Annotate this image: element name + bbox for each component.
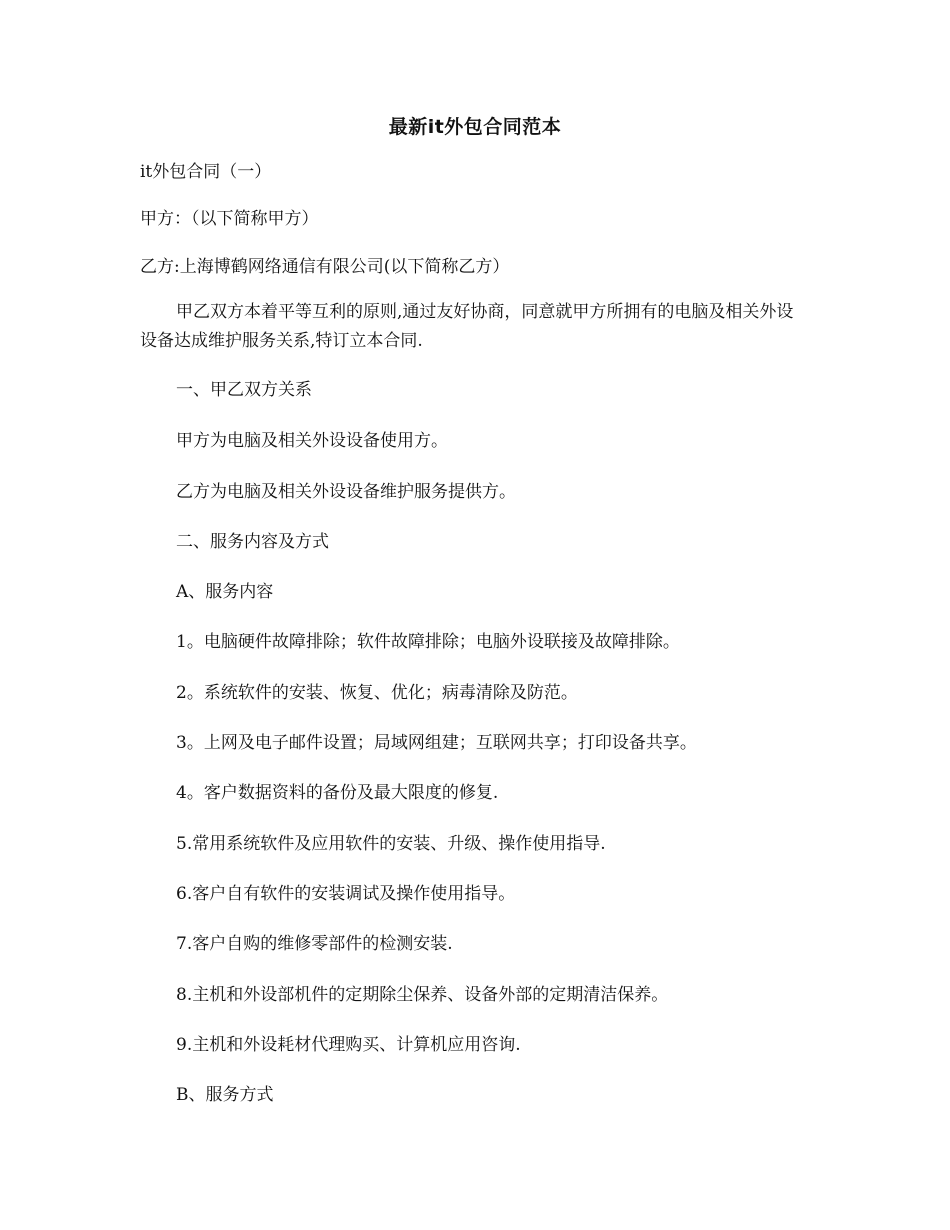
service-item-2: 2。系统软件的安装、恢复、优化；病毒清除及防范。 [176,683,578,703]
subsection-a-heading: A、服务内容 [176,582,274,602]
intro-paragraph: 甲乙双方本着平等互利的原则,通过友好协商，同意就甲方所拥有的电脑及相关外设设备达成维护服务关系,特订立本合同. [140,302,794,351]
service-item-5: 5.常用系统软件及应用软件的安装、升级、操作使用指导. [176,834,606,854]
service-item-3: 3。上网及电子邮件设置；局域网组建；互联网共享；打印设备共享。 [176,733,697,753]
service-item-8: 8.主机和外设部机件的定期除尘保养、设备外部的定期清洁保养。 [176,985,669,1005]
service-item-9: 9.主机和外设耗材代理购买、计算机应用咨询. [176,1035,521,1055]
party-b-line: 乙方:上海博鹤网络通信有限公司(以下简称乙方） [140,257,510,277]
document-title: 最新it外包合同范本 [388,116,562,138]
subsection-b-heading: B、服务方式 [176,1085,274,1105]
section-1-heading: 一、甲乙双方关系 [176,380,312,400]
section-1-line-2: 乙方为电脑及相关外设设备维护服务提供方。 [176,482,516,502]
service-item-6: 6.客户自有软件的安装调试及操作使用指导。 [176,884,516,904]
section-1-line-1: 甲方为电脑及相关外设设备使用方。 [176,431,448,451]
party-a-line: 甲方：（以下简称甲方） [140,209,319,229]
service-item-4: 4。客户数据资料的备份及最大限度的修复. [176,783,499,803]
section-2-heading: 二、服务内容及方式 [176,532,329,552]
contract-subtitle: it外包合同（一） [140,162,272,182]
service-item-7: 7.客户自购的维修零部件的检测安装. [176,934,453,954]
service-item-1: 1。电脑硬件故障排除；软件故障排除；电脑外设联接及故障排除。 [176,632,680,652]
